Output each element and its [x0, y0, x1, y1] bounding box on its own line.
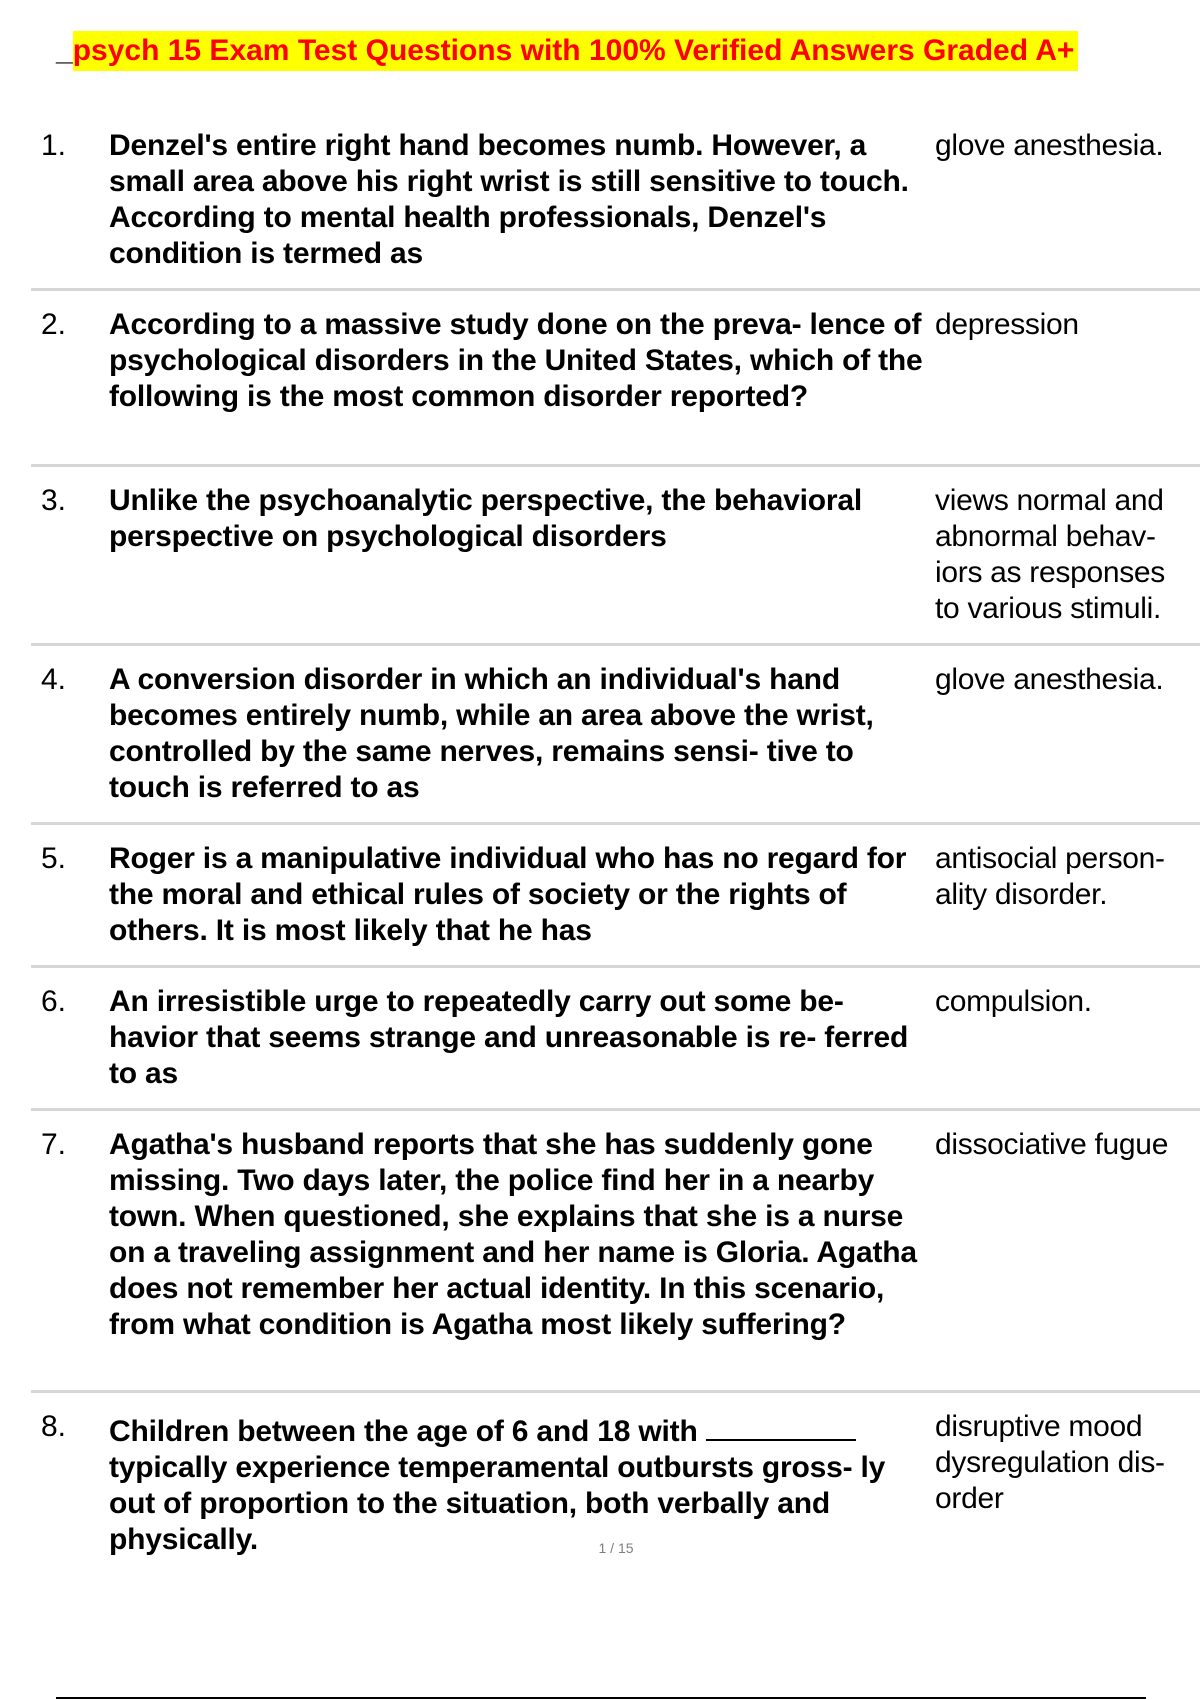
question-number: 3. [41, 484, 67, 517]
question-text: Agatha's husband reports that she has suddenly gone missing. Two days later, the police find her in a nearby town. When questioned, she explains that she is a nurse on a traveling assignment and her name is Gloria. Agatha does not remember her actual identity. In this scenario, from what condition is Agatha most likely suffering? [109, 1128, 917, 1341]
question-number: 8. [41, 1410, 67, 1443]
answer-text: antisocial person- ality disorder. [935, 842, 1165, 911]
document-title [56, 30, 1078, 72]
question-number: 2. [41, 308, 67, 341]
question-answer-list [31, 112, 1200, 1574]
question-text: Unlike the psychoanalytic perspective, the behavioral perspective on psychological disorders [109, 484, 863, 553]
answer-text: views normal and abnormal behav- iors as responses to various stimuli. [935, 484, 1166, 625]
qa-row [31, 968, 1200, 1111]
answer-text: glove anesthesia. [935, 663, 1164, 696]
question-text: A conversion disorder in which an individual's hand becomes entirely numb, while an area above the wrist, controlled by the same nerves, remains sensi- tive to touch is referred to as [109, 663, 874, 804]
answer-text: depression [935, 308, 1079, 341]
answer-text: compulsion. [935, 985, 1092, 1018]
answer-text: dissociative fugue [935, 1128, 1169, 1161]
question-text [109, 1409, 923, 1558]
qa-row [31, 112, 1200, 291]
question-text-before-blank: Children between the age of 6 and 18 with [109, 1415, 698, 1448]
title-text: psych 15 Exam Test Questions with 100% Verified Answers Graded A+ [73, 31, 1079, 71]
question-number: 7. [41, 1128, 67, 1161]
answer-text: disruptive mood dysregulation dis- order [935, 1410, 1165, 1515]
fill-in-blank [706, 1409, 856, 1441]
question-number: 6. [41, 985, 67, 1018]
qa-row [31, 646, 1200, 825]
question-text: According to a massive study done on the preva- lence of psychological disorders in the United States, which of the following is the most common disorder reported? [109, 308, 923, 413]
qa-row [31, 291, 1200, 467]
qa-row [31, 825, 1200, 968]
qa-row [31, 1111, 1200, 1393]
qa-row [31, 467, 1200, 646]
question-number: 5. [41, 842, 67, 875]
answer-text: glove anesthesia. [935, 129, 1164, 162]
question-text: Roger is a manipulative individual who has no regard for the moral and ethical rules of society or the rights of others. It is most likely that he has [109, 842, 907, 947]
title-prefix: _ [56, 34, 73, 67]
question-text: Denzel's entire right hand becomes numb. However, a small area above his right wrist is still sensitive to touch. According to mental health professionals, Denzel's condition is termed as [109, 129, 909, 270]
footer-divider [56, 1697, 1146, 1699]
question-number: 1. [41, 129, 67, 162]
question-text-after-blank: typically experience temperamental outbursts gross- ly out of proportion to the situation, both verbally and physically. [109, 1451, 886, 1556]
question-text: An irresistible urge to repeatedly carry out some be- havior that seems strange and unreasonable is re- ferred to as [109, 985, 909, 1090]
question-number: 4. [41, 663, 67, 696]
page-number: 1 / 15 [598, 1540, 634, 1556]
